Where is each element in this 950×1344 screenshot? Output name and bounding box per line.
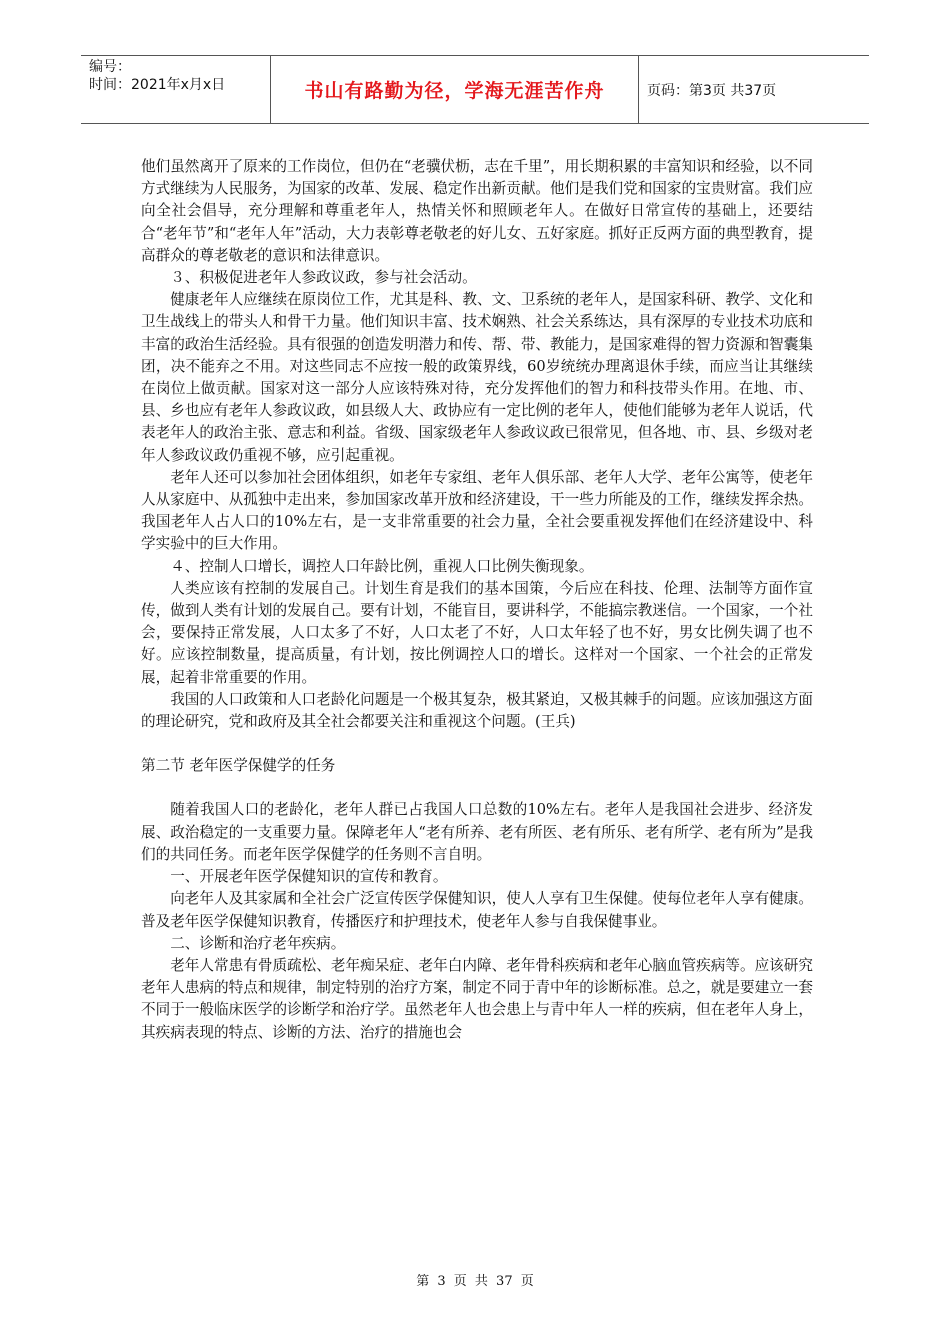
- header-motto: 书山有路勤为径，学海无涯苦作舟: [304, 80, 605, 102]
- subheading: 一、开展老年医学保健知识的宣传和教育。: [170, 868, 448, 886]
- paragraph: 他们虽然离开了原来的工作岗位，但仍在“老骥伏枥，志在千里”，用长期积累的丰富知识和经验，以不同方式继续为人民服务，为国家的改革、发展、稳定作出新贡献。他们是我们党和国家的宝贵财富。我们应向全社会倡导，充分理解和尊重老年人，热情关怀和照顾老年人。在做好日常宣传的基础上，还要结合“老年节”和“老年人年”活动，大力表彰尊老敬老的好儿女、五好家庭。抓好正反两方面的典型教育，提高群众的尊老敬老的意识和法律意识。: [141, 158, 813, 264]
- paragraph: 随着我国人口的老龄化，老年人群已占我国人口总数的10%左右。老年人是我国社会进步、经济发展、政治稳定的一支重要力量。保障老年人“老有所养、老有所医、老有所乐、老有所学、老有所为”是我们的共同任务。而老年医学保健学的任务则不言自明。: [141, 801, 813, 863]
- paragraph: 老年人常患有骨质疏松、老年痴呆症、老年白内障、老年骨科疾病和老年心脑血管疾病等。应该研究老年人患病的特点和规律，制定特别的治疗方案，制定不同于青中年的诊断标准。总之，就是要建立一套不同于一般临床医学的诊断学和治疗学。虽然老年人也会患上与青中年人一样的疾病，但在老年人身上，其疾病表现的特点、诊断的方法、治疗的措施也会: [141, 956, 813, 1041]
- document-body: [141, 156, 813, 1044]
- subheading: ３、积极促进老年人参政议政，参与社会活动。: [170, 269, 477, 287]
- paragraph: 向老年人及其家属和全社会广泛宣传医学保健知识，使人人享有卫生保健。使每位老年人享有健康。普及老年医学保健知识教育，传播医疗和护理技术，使老年人参与自我保健事业。: [141, 890, 813, 930]
- header-motto-cell: [271, 56, 639, 123]
- page-header: [81, 55, 869, 124]
- document-time-label: 时间：2021年x月x日: [89, 77, 226, 93]
- paragraph: 健康老年人应继续在原岗位工作，尤其是科、教、文、卫系统的老年人，是国家科研、教学、文化和卫生战线上的带头人和骨干力量。他们知识丰富、技术娴熟、社会关系练达，具有深厚的专业技术功底和丰富的政治生活经验。具有很强的创造发明潜力和传、帮、带、教能力，是国家难得的智力资源和智囊集团，决不能弃之不用。对这些同志不应按一般的政策界线，60岁统统办理离退休手续，而应当让其继续在岗位上做贡献。国家对这一部分人应该特殊对待，充分发挥他们的智力和科技带头作用。在地、市、县、乡也应有老年人参政议政，如县级人大、政协应有一定比例的老年人，使他们能够为老年人说话，代表老年人的政治主张、意志和利益。省级、国家级老年人参政议政已很常见，但各地、市、县、乡级对老年人参政议政仍重视不够，应引起重视。: [141, 291, 813, 464]
- document-number-label: 编号：: [89, 59, 131, 75]
- section-heading: 第二节 老年医学保健学的任务: [141, 757, 336, 775]
- subheading: ４、控制人口增长，调控人口年龄比例，重视人口比例失衡现象。: [170, 557, 594, 575]
- header-meta: [81, 56, 271, 123]
- paragraph: 我国的人口政策和人口老龄化问题是一个极其复杂，极其紧迫，又极其棘手的问题。应该加强这方面的理论研究，党和政府及其全社会都要关注和重视这个问题。(王兵): [141, 690, 813, 731]
- paragraph: 老年人还可以参加社会团体组织，如老年专家组、老年人俱乐部、老年人大学、老年公寓等，使老年人从家庭中、从孤独中走出来，参加国家改革开放和经济建设，干一些力所能及的工作，继续发挥余热。我国老年人占人口的10%左右，是一支非常重要的社会力量，全社会要重视发挥他们在经济建设中、科学实验中的巨大作用。: [141, 468, 813, 553]
- page-footer: 第 3 页 共 37 页: [416, 1274, 534, 1289]
- header-page-cell: [639, 56, 869, 123]
- header-page-info: 页码：第3页 共37页: [647, 82, 777, 99]
- subheading: 二、诊断和治疗老年疾病。: [170, 934, 346, 952]
- paragraph: 人类应该有控制的发展自己。计划生育是我们的基本国策，今后应在科技、伦理、法制等方面作宣传，做到人类有计划的发展自己。要有计划，不能盲目，要讲科学，不能搞宗教迷信。一个国家，一个社会，要保持正常发展，人口太多了不好，人口太老了不好，人口太年轻了也不好，男女比例失调了也不好。应该控制数量，提高质量，有计划，按比例调控人口的增长。这样对一个国家、一个社会的正常发展，起着非常重要的作用。: [141, 579, 813, 686]
